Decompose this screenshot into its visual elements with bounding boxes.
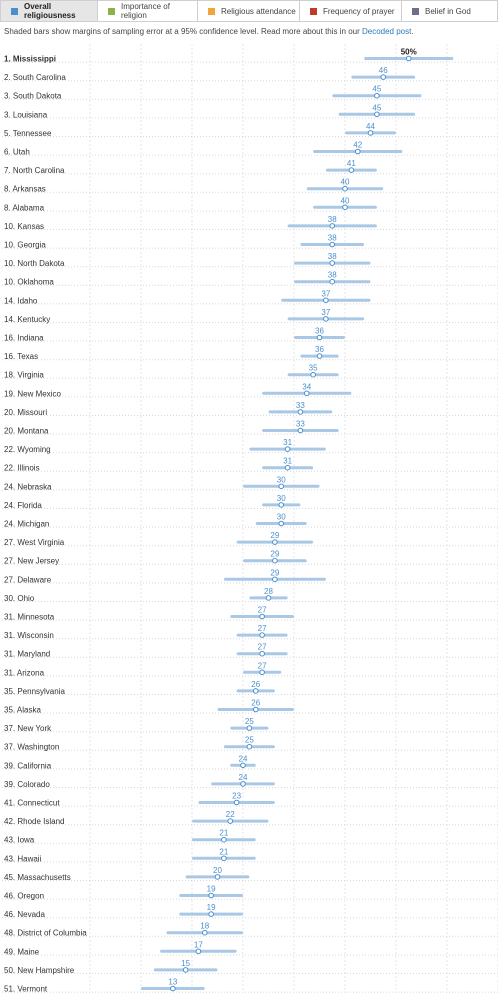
value-label: 20 (213, 865, 222, 875)
value-label: 38 (327, 233, 337, 243)
prayer-color-swatch (310, 8, 317, 15)
value-label: 31 (283, 456, 293, 466)
state-label: 48. District of Columbia (4, 928, 87, 938)
value-label: 37 (321, 307, 331, 317)
state-label: 51. Vermont (4, 984, 48, 994)
value-label: 33 (295, 400, 305, 410)
state-label: 22. Wyoming (4, 445, 51, 455)
value-marker (298, 428, 303, 433)
state-label: 10. North Dakota (4, 259, 65, 269)
value-marker (279, 521, 284, 526)
value-marker (304, 391, 309, 396)
value-marker (279, 503, 284, 508)
value-marker (241, 782, 246, 787)
value-marker (234, 800, 239, 805)
value-label: 30 (276, 475, 286, 485)
margin-of-error-note (4, 27, 414, 36)
state-label: 35. Alaska (4, 705, 41, 715)
value-label: 40 (340, 177, 350, 187)
value-marker (260, 614, 265, 619)
state-label: 45. Massachusetts (4, 872, 71, 882)
state-label: 8. Arkansas (4, 184, 46, 194)
religiousness-dot-chart (0, 44, 498, 1000)
value-label: 33 (295, 419, 305, 429)
value-marker (311, 372, 316, 377)
state-label: 41. Connecticut (4, 798, 60, 808)
value-label: 45 (372, 84, 382, 94)
value-label: 19 (206, 903, 216, 913)
value-label: 17 (193, 940, 203, 950)
tab-label: Overall religiousness (24, 2, 76, 20)
value-label: 50% (400, 47, 417, 57)
value-label: 22 (225, 810, 235, 820)
belief-color-swatch (412, 8, 419, 15)
value-label: 38 (327, 214, 337, 224)
value-marker (317, 335, 322, 340)
tab-label: Frequency of prayer (323, 6, 395, 16)
value-marker (368, 131, 373, 136)
overall-color-swatch (11, 8, 18, 15)
value-label: 26 (251, 698, 261, 708)
value-label: 13 (168, 977, 178, 987)
state-label: 43. Iowa (4, 835, 35, 845)
state-label: 16. Texas (4, 352, 39, 362)
value-marker (330, 224, 335, 229)
value-label: 24 (238, 772, 248, 782)
value-label: 36 (315, 345, 324, 355)
category-tabs (0, 0, 498, 22)
note-end: . (411, 27, 414, 36)
value-label: 38 (327, 270, 337, 280)
tab-frequency-of-prayer[interactable] (300, 0, 402, 22)
value-marker (273, 558, 278, 563)
value-marker (196, 949, 201, 954)
value-label: 37 (321, 289, 331, 299)
value-marker (279, 484, 284, 489)
state-label: 20. Missouri (4, 407, 48, 417)
value-marker (349, 168, 354, 173)
value-label: 31 (283, 438, 293, 448)
state-label: 39. California (4, 761, 52, 771)
state-label: 42. Rhode Island (4, 817, 65, 827)
value-marker (317, 354, 322, 359)
state-label: 20. Montana (4, 426, 49, 436)
state-label: 1. Mississippi (4, 54, 57, 64)
value-marker (273, 577, 278, 582)
value-marker (330, 261, 335, 266)
value-label: 25 (244, 735, 254, 745)
value-label: 46 (378, 66, 388, 76)
value-marker (260, 670, 265, 675)
value-label: 27 (257, 642, 267, 652)
tab-belief-in-god[interactable] (402, 0, 498, 22)
value-marker (273, 540, 278, 545)
value-marker (247, 744, 252, 749)
state-label: 5. Tennessee (4, 128, 52, 138)
state-label: 6. Utah (4, 147, 30, 157)
value-label: 23 (232, 791, 242, 801)
value-label: 41 (346, 159, 356, 169)
state-label: 39. Colorado (4, 779, 50, 789)
value-label: 34 (302, 382, 312, 392)
state-label: 24. Michigan (4, 519, 50, 529)
state-label: 8. Alabama (4, 203, 45, 213)
value-marker (375, 93, 380, 98)
value-marker (253, 707, 258, 712)
value-marker (324, 317, 329, 322)
state-label: 7. North Carolina (4, 166, 65, 176)
value-label: 30 (276, 493, 286, 503)
state-label: 27. West Virginia (4, 538, 65, 548)
value-marker (260, 651, 265, 656)
tab-label: Belief in God (425, 6, 471, 16)
value-label: 18 (200, 921, 210, 931)
state-label: 31. Maryland (4, 649, 51, 659)
value-label: 21 (219, 847, 229, 857)
value-label: 38 (327, 252, 337, 262)
state-label: 31. Wisconsin (4, 631, 54, 641)
value-label: 27 (257, 661, 267, 671)
state-label: 46. Oregon (4, 891, 45, 901)
value-marker (260, 633, 265, 638)
state-label: 30. Ohio (4, 593, 35, 603)
value-marker (285, 447, 290, 452)
value-marker (241, 763, 246, 768)
value-marker (171, 986, 176, 991)
value-marker (222, 856, 227, 861)
state-label: 46. Nevada (4, 910, 45, 920)
value-label: 42 (353, 140, 363, 150)
state-label: 31. Minnesota (4, 612, 55, 622)
value-label: 29 (270, 568, 280, 578)
value-label: 24 (238, 754, 248, 764)
value-marker (406, 56, 411, 61)
value-marker (381, 75, 386, 80)
note-text: Shaded bars show margins of sampling error at a 95% confidence level. Read more about this in our (4, 27, 362, 36)
state-label: 43. Hawaii (4, 854, 42, 864)
value-marker (266, 596, 271, 601)
state-label: 27. New Jersey (4, 556, 60, 566)
value-marker (228, 819, 233, 824)
tab-religious-attendance[interactable] (198, 0, 300, 22)
value-marker (253, 689, 258, 694)
value-marker (202, 930, 207, 935)
value-label: 35 (308, 363, 318, 373)
tab-label: Importance of religion (121, 2, 170, 20)
decoded-post-link[interactable]: Decoded post (361, 27, 412, 36)
tab-importance-of-religion[interactable] (98, 0, 198, 22)
state-label: 14. Kentucky (4, 314, 51, 324)
state-label: 3. Louisiana (4, 110, 48, 120)
value-label: 28 (264, 586, 273, 596)
value-marker (215, 875, 220, 880)
value-label: 30 (276, 512, 286, 522)
value-marker (375, 112, 380, 117)
state-label: 10. Kansas (4, 221, 45, 231)
value-marker (209, 893, 214, 898)
state-label: 24. Nebraska (4, 482, 52, 492)
value-label: 29 (270, 549, 280, 559)
value-label: 27 (257, 624, 267, 634)
state-label: 10. Georgia (4, 240, 46, 250)
state-label: 50. New Hampshire (4, 965, 75, 975)
value-label: 36 (315, 326, 324, 336)
state-label: 18. Virginia (4, 370, 44, 380)
state-label: 22. Illinois (4, 463, 40, 473)
state-label: 49. Maine (4, 947, 40, 957)
tab-label: Religious attendance (221, 6, 296, 16)
value-label: 45 (372, 103, 382, 113)
state-label: 16. Indiana (4, 333, 44, 343)
value-marker (330, 279, 335, 284)
state-label: 10. Oklahoma (4, 277, 54, 287)
value-marker (330, 242, 335, 247)
state-label: 31. Arizona (4, 668, 45, 678)
importance-color-swatch (108, 8, 115, 15)
state-label: 19. New Mexico (4, 389, 61, 399)
value-label: 27 (257, 605, 267, 615)
state-label: 37. New York (4, 724, 52, 734)
value-marker (298, 410, 303, 415)
value-marker (209, 912, 214, 917)
value-marker (285, 465, 290, 470)
value-label: 25 (244, 717, 254, 727)
value-label: 15 (181, 958, 191, 968)
state-label: 27. Delaware (4, 575, 52, 585)
state-label: 37. Washington (4, 742, 60, 752)
state-label: 3. South Dakota (4, 91, 62, 101)
state-label: 14. Idaho (4, 296, 38, 306)
value-marker (355, 149, 360, 154)
state-label: 35. Pennsylvania (4, 686, 65, 696)
value-marker (222, 837, 227, 842)
state-label: 24. Florida (4, 500, 42, 510)
value-label: 40 (340, 196, 350, 206)
state-label: 2. South Carolina (4, 73, 66, 83)
attendance-color-swatch (208, 8, 215, 15)
value-marker (324, 298, 329, 303)
value-marker (343, 186, 348, 191)
value-label: 26 (251, 679, 261, 689)
value-marker (247, 726, 252, 731)
value-marker (343, 205, 348, 210)
value-label: 44 (366, 121, 375, 131)
value-marker (183, 968, 188, 973)
value-label: 29 (270, 531, 280, 541)
tab-overall-religiousness[interactable] (0, 0, 98, 22)
value-label: 21 (219, 828, 229, 838)
value-label: 19 (206, 884, 216, 894)
